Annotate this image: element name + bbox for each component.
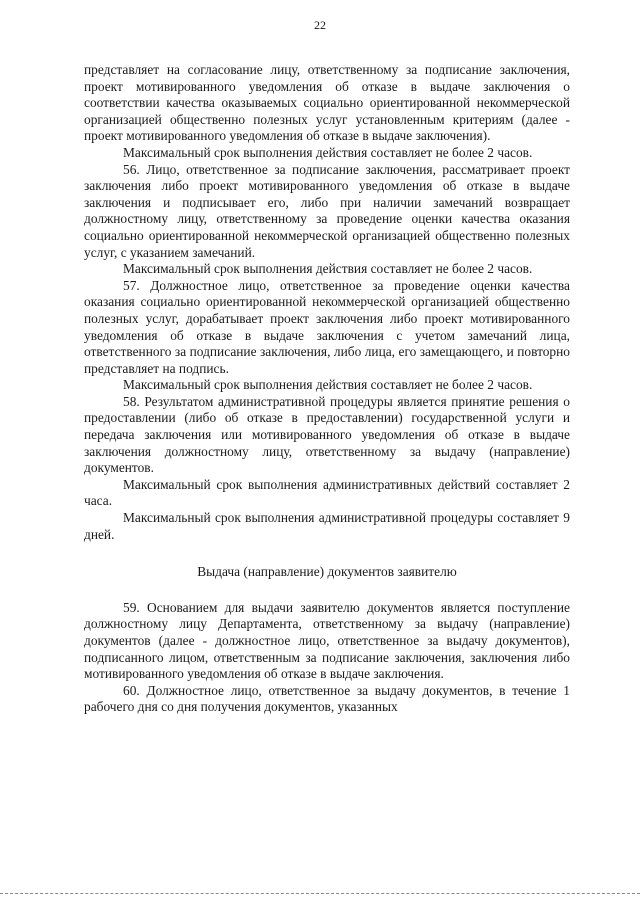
paragraph-procedure-time-limit: Максимальный срок выполнения административной процедуры составляет 9 дней. — [84, 510, 570, 542]
paragraph-continuation: представляет на согласование лицу, ответственному за подписание заключения, проект мотивированного уведомления об отказе в выдаче заключения о соответствии качества оказываемых социально ориентированной некоммерческой организацией общественно полезных услуг установленным критериям (далее - проект мотивированного уведомления об отказе в выдаче заключения). — [84, 62, 570, 144]
footer-divider — [0, 893, 640, 894]
paragraph-57: 57. Должностное лицо, ответственное за проведение оценки качества оказания социально ориентированной некоммерческой организацией общественно полезных услуг, дорабатывает проект заключения либо проект мотивированного уведомления об отказе в выдаче заключения с учетом замечаний лица, ответственного за подписание заключения, либо лица, его замещающего, и повторно представляет на подпись. — [84, 277, 570, 376]
paragraph-actions-time-limit: Максимальный срок выполнения административных действий составляет 2 часа. — [84, 476, 570, 509]
paragraph-60: 60. Должностное лицо, ответственное за выдачу документов, в течение 1 рабочего дня со дня получения документов, указанных — [84, 682, 570, 715]
paragraph-59: 59. Основанием для выдачи заявителю документов является поступление должностному лицу Департамента, ответственному за выдачу (направление) документов (далее - должностное лицо, ответственное за выдачу документов), подписанного лицом, ответственным за подписание заключения, заключения либо мотивированного уведомления об отказе в выдаче заключения. — [84, 599, 570, 682]
paragraph-time-limit: Максимальный срок выполнения действия составляет не более 2 часов. — [123, 261, 533, 277]
document-body — [84, 62, 570, 716]
paragraph-time-limit: Максимальный срок выполнения действия составляет не более 2 часов. — [123, 377, 533, 393]
page-number: 22 — [314, 18, 326, 32]
paragraph-56: 56. Лицо, ответственное за подписание заключения, рассматривает проект заключения либо проект мотивированного уведомления об отказе в выдаче заключения и подписывает его, либо при наличии замечаний возвращает должностному лицу, ответственному за проведение оценки качества оказания социально ориентированной некоммерческой организацией общественно полезных услуг, с указанием замечаний. — [84, 161, 570, 260]
paragraph-58: 58. Результатом административной процедуры является принятие решения о предоставлении (либо об отказе в предоставлении) государственной услуги и передача заключения или мотивированного уведомления об отказе в выдаче заключения должностному лицу, ответственному за выдачу (направление) документов. — [84, 393, 570, 476]
section-heading: Выдача (направление) документов заявителю — [197, 564, 457, 580]
paragraph-time-limit: Максимальный срок выполнения действия составляет не более 2 часов. — [123, 144, 533, 160]
